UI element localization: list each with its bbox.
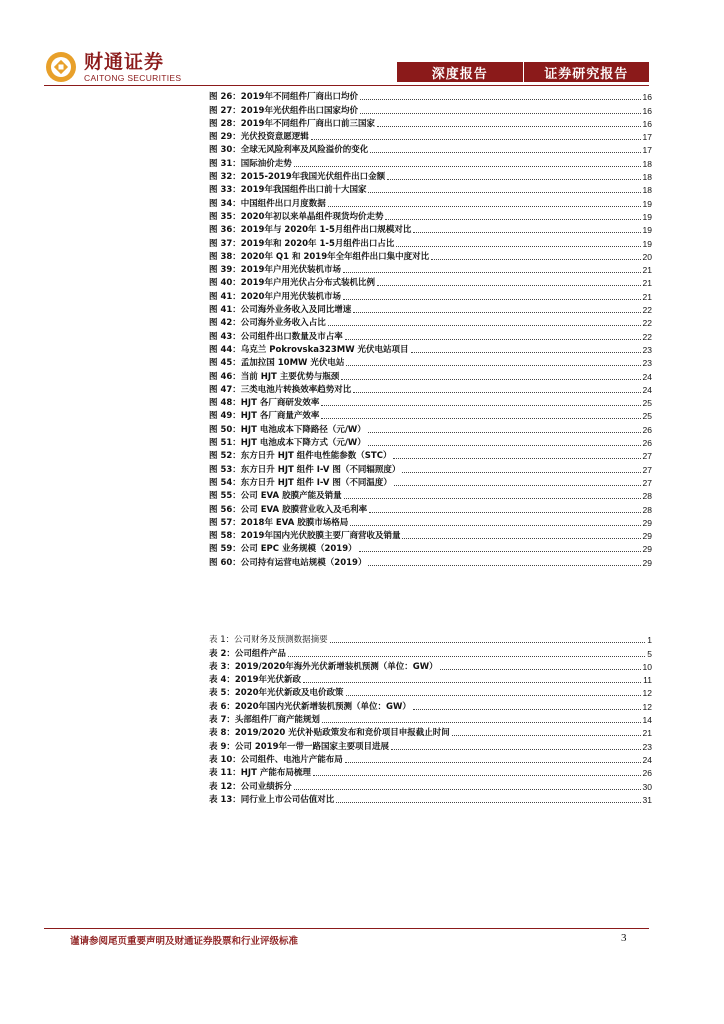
dot-leader xyxy=(370,152,640,153)
figure-entry-page: 27 xyxy=(642,464,652,475)
dot-leader xyxy=(341,379,640,380)
dot-leader xyxy=(385,219,640,220)
table-entry-page: 23 xyxy=(642,741,652,752)
table-entry-page: 10 xyxy=(642,661,652,672)
figure-entry[interactable] xyxy=(209,435,652,448)
table-entry-page: 14 xyxy=(642,715,652,726)
table-entry-title: 表 11：HJT 产能布局梳理 xyxy=(209,768,311,779)
table-entry-title: 表 4：2019年光伏新政 xyxy=(209,675,302,686)
dot-leader xyxy=(360,99,641,100)
figure-entry[interactable] xyxy=(209,209,652,222)
header-rule xyxy=(44,85,649,86)
figure-entry-page: 29 xyxy=(642,544,652,555)
table-entry[interactable] xyxy=(209,659,652,672)
figure-entry-title: 图 43：公司组件出口数量及市占率 xyxy=(209,331,343,342)
figure-entry-title: 图 26：2019年不同组件厂商出口均价 xyxy=(209,92,358,103)
figure-entry-page: 18 xyxy=(642,158,652,169)
table-list xyxy=(209,632,652,805)
figure-entry[interactable] xyxy=(209,528,652,541)
figure-entry-page: 21 xyxy=(642,291,652,302)
dot-leader xyxy=(413,232,640,233)
figure-entry[interactable] xyxy=(209,395,652,408)
figure-entry[interactable] xyxy=(209,116,652,129)
dot-leader xyxy=(391,749,641,750)
dot-leader xyxy=(328,325,641,326)
figure-entry-title: 图 53：东方日升 HJT 组件 I-V 图（不同辐照度） xyxy=(209,464,401,475)
figure-entry-page: 21 xyxy=(642,265,652,276)
figure-entry[interactable] xyxy=(209,328,652,341)
figure-entry-page: 22 xyxy=(642,318,652,329)
figure-entry-page: 28 xyxy=(642,491,652,502)
dot-leader xyxy=(344,498,641,499)
figure-entry[interactable] xyxy=(209,142,652,155)
table-entry-page: 1 xyxy=(647,635,652,646)
figure-entry-page: 20 xyxy=(642,251,652,262)
dot-leader xyxy=(393,458,640,459)
figure-entry[interactable] xyxy=(209,368,652,381)
figure-entry[interactable] xyxy=(209,448,652,461)
table-entry-page: 30 xyxy=(642,781,652,792)
dot-leader xyxy=(368,192,640,193)
figure-entry[interactable] xyxy=(209,501,652,514)
dot-leader xyxy=(360,113,641,114)
dot-leader xyxy=(368,445,641,446)
table-entry-title: 表 2：公司组件产品 xyxy=(209,648,286,659)
page-number: 3 xyxy=(621,932,627,944)
figure-entry-page: 23 xyxy=(642,344,652,355)
figure-entry-page: 21 xyxy=(642,278,652,289)
table-entry[interactable] xyxy=(209,645,652,658)
report-category-tag: 证券研究报告 xyxy=(544,66,629,82)
figure-entry-page: 25 xyxy=(642,398,652,409)
footer-rule xyxy=(44,928,649,929)
figure-entry[interactable] xyxy=(209,195,652,208)
figure-entry-page: 22 xyxy=(642,331,652,342)
dot-leader xyxy=(345,762,641,763)
figure-entry[interactable] xyxy=(209,249,652,262)
figure-entry-page: 16 xyxy=(642,105,652,116)
figure-entry[interactable] xyxy=(209,408,652,421)
figure-entry-page: 22 xyxy=(642,305,652,316)
figure-entry-title: 图 27：2019年光伏组件出口国家均价 xyxy=(209,105,358,116)
dot-leader xyxy=(359,551,641,552)
figure-entry-page: 18 xyxy=(642,185,652,196)
figure-entry-title: 图 40：2019年户用光伏占分布式装机比例 xyxy=(209,278,375,289)
figure-entry-title: 图 51：HJT 电池成本下降方式（元/W） xyxy=(209,438,366,449)
figure-entry-page: 19 xyxy=(642,238,652,249)
logo-english-name: CAITONG SECURITIES xyxy=(84,72,182,83)
figure-entry[interactable] xyxy=(209,342,652,355)
figure-entry-title: 图 54：东方日升 HJT 组件 I-V 图（不同温度） xyxy=(209,477,392,488)
figure-entry[interactable] xyxy=(209,355,652,368)
figure-entry-title: 图 45：孟加拉国 10MW 光伏电站 xyxy=(209,358,345,369)
figure-entry-title: 图 47：三类电池片转换效率趋势对比 xyxy=(209,384,352,395)
dot-leader xyxy=(413,709,641,710)
dot-leader xyxy=(288,656,645,657)
figure-entry-title: 图 52：东方日升 HJT 组件电性能参数（STC） xyxy=(209,451,392,462)
figure-entry-title: 图 31：国际油价走势 xyxy=(209,158,292,169)
figure-entry-page: 16 xyxy=(642,118,652,129)
figure-entry-title: 图 58：2019年国内光伏胶膜主要厂商营收及销量 xyxy=(209,531,401,542)
figure-entry-title: 图 59：公司 EPC 业务规模（2019） xyxy=(209,544,357,555)
dot-leader xyxy=(353,312,640,313)
dot-leader xyxy=(321,418,640,419)
figure-entry[interactable] xyxy=(209,129,652,142)
figure-entry-title: 图 41：2020年户用光伏装机市场 xyxy=(209,291,341,302)
figure-list xyxy=(209,89,652,568)
figure-entry-page: 17 xyxy=(642,145,652,156)
figure-entry-page: 25 xyxy=(642,411,652,422)
figure-entry-page: 19 xyxy=(642,198,652,209)
dot-leader xyxy=(336,802,640,803)
dot-leader xyxy=(346,365,640,366)
dot-leader xyxy=(303,682,641,683)
table-entry[interactable] xyxy=(209,632,652,645)
figure-entry-page: 24 xyxy=(642,371,652,382)
table-entry-title: 表 3：2019/2020年海外光伏新增装机预测（单位：GW） xyxy=(209,661,438,672)
figure-entry-page: 29 xyxy=(642,557,652,568)
figure-entry-title: 图 28：2019年不同组件厂商出口前三国家 xyxy=(209,118,375,129)
figure-entry-page: 16 xyxy=(642,92,652,103)
dot-leader xyxy=(368,432,641,433)
figure-entry-title: 图 42：公司海外业务收入占比 xyxy=(209,318,326,329)
dot-leader xyxy=(452,735,641,736)
dot-leader xyxy=(394,485,641,486)
table-entry-title: 表 6：2020年国内光伏新增装机预测（单位：GW） xyxy=(209,701,411,712)
dot-leader xyxy=(321,405,640,406)
figure-entry[interactable] xyxy=(209,315,652,328)
figure-entry-title: 图 35：2020年初以来单晶组件现货均价走势 xyxy=(209,211,384,222)
dot-leader xyxy=(402,472,640,473)
figure-entry[interactable] xyxy=(209,262,652,275)
logo-text xyxy=(84,52,181,83)
dot-leader xyxy=(396,246,640,247)
table-entry[interactable] xyxy=(209,712,652,725)
dot-leader xyxy=(368,565,640,566)
dot-leader xyxy=(322,722,641,723)
figure-entry[interactable] xyxy=(209,421,652,434)
dot-leader xyxy=(346,695,641,696)
dot-leader xyxy=(294,789,641,790)
figure-entry[interactable] xyxy=(209,102,652,115)
dot-leader xyxy=(402,538,640,539)
figure-entry-page: 27 xyxy=(642,477,652,488)
figure-entry-title: 图 36：2019年与 2020年 1-5月组件出口规模对比 xyxy=(209,225,412,236)
figure-entry-title: 图 55：公司 EVA 胶膜产能及销量 xyxy=(209,491,342,502)
figure-entry-page: 17 xyxy=(642,132,652,143)
table-entry[interactable] xyxy=(209,752,652,765)
dot-leader xyxy=(311,139,641,140)
caitong-logo-icon xyxy=(44,50,78,84)
figure-entry-page: 18 xyxy=(642,172,652,183)
dot-leader xyxy=(353,392,640,393)
dot-leader xyxy=(350,525,640,526)
figure-entry[interactable] xyxy=(209,382,652,395)
table-entry[interactable] xyxy=(209,672,652,685)
figure-entry[interactable] xyxy=(209,222,652,235)
table-entry-title: 表 5：2020年光伏新政及电价政策 xyxy=(209,688,344,699)
figure-entry[interactable] xyxy=(209,488,652,501)
report-type-tag: 深度报告 xyxy=(431,66,488,82)
table-entry-page: 31 xyxy=(642,794,652,805)
figure-entry-title: 图 38：2020年 Q1 和 2019年全年组件出口集中度对比 xyxy=(209,251,430,262)
table-entry[interactable] xyxy=(209,725,652,738)
dot-leader xyxy=(328,206,641,207)
figure-entry-page: 26 xyxy=(642,424,652,435)
figure-entry-title: 图 33：2019年我国组件出口前十大国家 xyxy=(209,185,367,196)
table-entry-page: 12 xyxy=(642,688,652,699)
figure-entry[interactable] xyxy=(209,541,652,554)
figure-entry-title: 图 39：2019年户用光伏装机市场 xyxy=(209,265,341,276)
figure-entry[interactable] xyxy=(209,275,652,288)
table-entry-title: 表 1：公司财务及预测数据摘要 xyxy=(209,635,328,646)
table-entry-page: 21 xyxy=(642,728,652,739)
company-logo xyxy=(44,50,181,84)
dot-leader xyxy=(411,352,641,353)
figure-entry[interactable] xyxy=(209,475,652,488)
dot-leader xyxy=(343,272,641,273)
figure-entry-page: 27 xyxy=(642,451,652,462)
dot-leader xyxy=(369,512,640,513)
dot-leader xyxy=(345,339,641,340)
dot-leader xyxy=(377,126,641,127)
table-entry-page: 11 xyxy=(643,675,652,686)
figure-entry-title: 图 56：公司 EVA 胶膜营业收入及毛利率 xyxy=(209,504,368,515)
figure-entry-title: 图 46：当前 HJT 主要优势与瓶颈 xyxy=(209,371,340,382)
table-entry[interactable] xyxy=(209,698,652,711)
figure-entry-page: 29 xyxy=(642,517,652,528)
dot-leader xyxy=(313,775,641,776)
figure-entry-title: 图 29：光伏投资意愿逻辑 xyxy=(209,132,309,143)
table-entry[interactable] xyxy=(209,792,652,805)
figure-entry-title: 图 50：HJT 电池成本下降路径（元/W） xyxy=(209,424,366,435)
figure-entry[interactable] xyxy=(209,182,652,195)
figure-entry[interactable] xyxy=(209,169,652,182)
figure-entry[interactable] xyxy=(209,461,652,474)
figure-entry-page: 19 xyxy=(642,225,652,236)
table-entry-page: 12 xyxy=(642,701,652,712)
figure-entry-title: 图 41：公司海外业务收入及同比增速 xyxy=(209,305,352,316)
figure-entry-title: 图 34：中国组件出口月度数据 xyxy=(209,198,326,209)
table-entry[interactable] xyxy=(209,778,652,791)
dot-leader xyxy=(377,285,641,286)
figure-entry-title: 图 48：HJT 各厂商研发效率 xyxy=(209,398,320,409)
figure-entry[interactable] xyxy=(209,155,652,168)
dot-leader xyxy=(387,179,640,180)
figure-entry[interactable] xyxy=(209,288,652,301)
table-entry-title: 表 13：同行业上市公司估值对比 xyxy=(209,794,335,805)
footer-disclaimer: 谨请参阅尾页重要声明及财通证券股票和行业评级标准 xyxy=(70,936,299,947)
table-entry-title: 表 9：公司 2019年一带一路国家主要项目进展 xyxy=(209,741,389,752)
figure-entry-title: 图 32：2015-2019年我国光伏组件出口金额 xyxy=(209,172,386,183)
figure-entry-page: 28 xyxy=(642,504,652,515)
dot-leader xyxy=(440,669,641,670)
logo-chinese-name: 财通证券 xyxy=(84,50,165,73)
dot-leader xyxy=(431,259,640,260)
table-entry-title: 表 10：公司组件、电池片产能布局 xyxy=(209,754,343,765)
table-entry[interactable] xyxy=(209,738,652,751)
table-entry-title: 表 8：2019/2020 光伏补贴政策发布和竞价项目申报截止时间 xyxy=(209,728,450,739)
figure-entry[interactable] xyxy=(209,302,652,315)
figure-entry-title: 图 44：乌克兰 Pokrovska323MW 光伏电站项目 xyxy=(209,344,409,355)
figure-entry-page: 19 xyxy=(642,211,652,222)
figure-entry-page: 29 xyxy=(642,531,652,542)
figure-entry-title: 图 49：HJT 各厂商量产效率 xyxy=(209,411,320,422)
figure-entry-title: 图 30：全球无风险利率及风险溢价的变化 xyxy=(209,145,369,156)
figure-entry[interactable] xyxy=(209,89,652,102)
report-type-banner xyxy=(397,62,649,82)
table-entry-page: 26 xyxy=(642,768,652,779)
table-entry-title: 表 12：公司业绩拆分 xyxy=(209,781,292,792)
table-entry[interactable] xyxy=(209,685,652,698)
table-entry[interactable] xyxy=(209,765,652,778)
figure-entry-page: 23 xyxy=(642,358,652,369)
figure-entry-title: 图 57：2018年 EVA 胶膜市场格局 xyxy=(209,517,349,528)
dot-leader xyxy=(330,642,646,643)
table-entry-page: 5 xyxy=(647,648,652,659)
figure-entry-page: 24 xyxy=(642,384,652,395)
table-entry-page: 24 xyxy=(642,754,652,765)
figure-entry[interactable] xyxy=(209,515,652,528)
dot-leader xyxy=(343,299,641,300)
dot-leader xyxy=(294,166,641,167)
figure-entry-title: 图 37：2019年和 2020年 1-5月组件出口占比 xyxy=(209,238,395,249)
figure-entry[interactable] xyxy=(209,554,652,567)
figure-entry-page: 26 xyxy=(642,438,652,449)
table-entry-title: 表 7：头部组件厂商产能规划 xyxy=(209,715,320,726)
figure-entry[interactable] xyxy=(209,235,652,248)
figure-entry-title: 图 60：公司持有运营电站规模（2019） xyxy=(209,557,367,568)
